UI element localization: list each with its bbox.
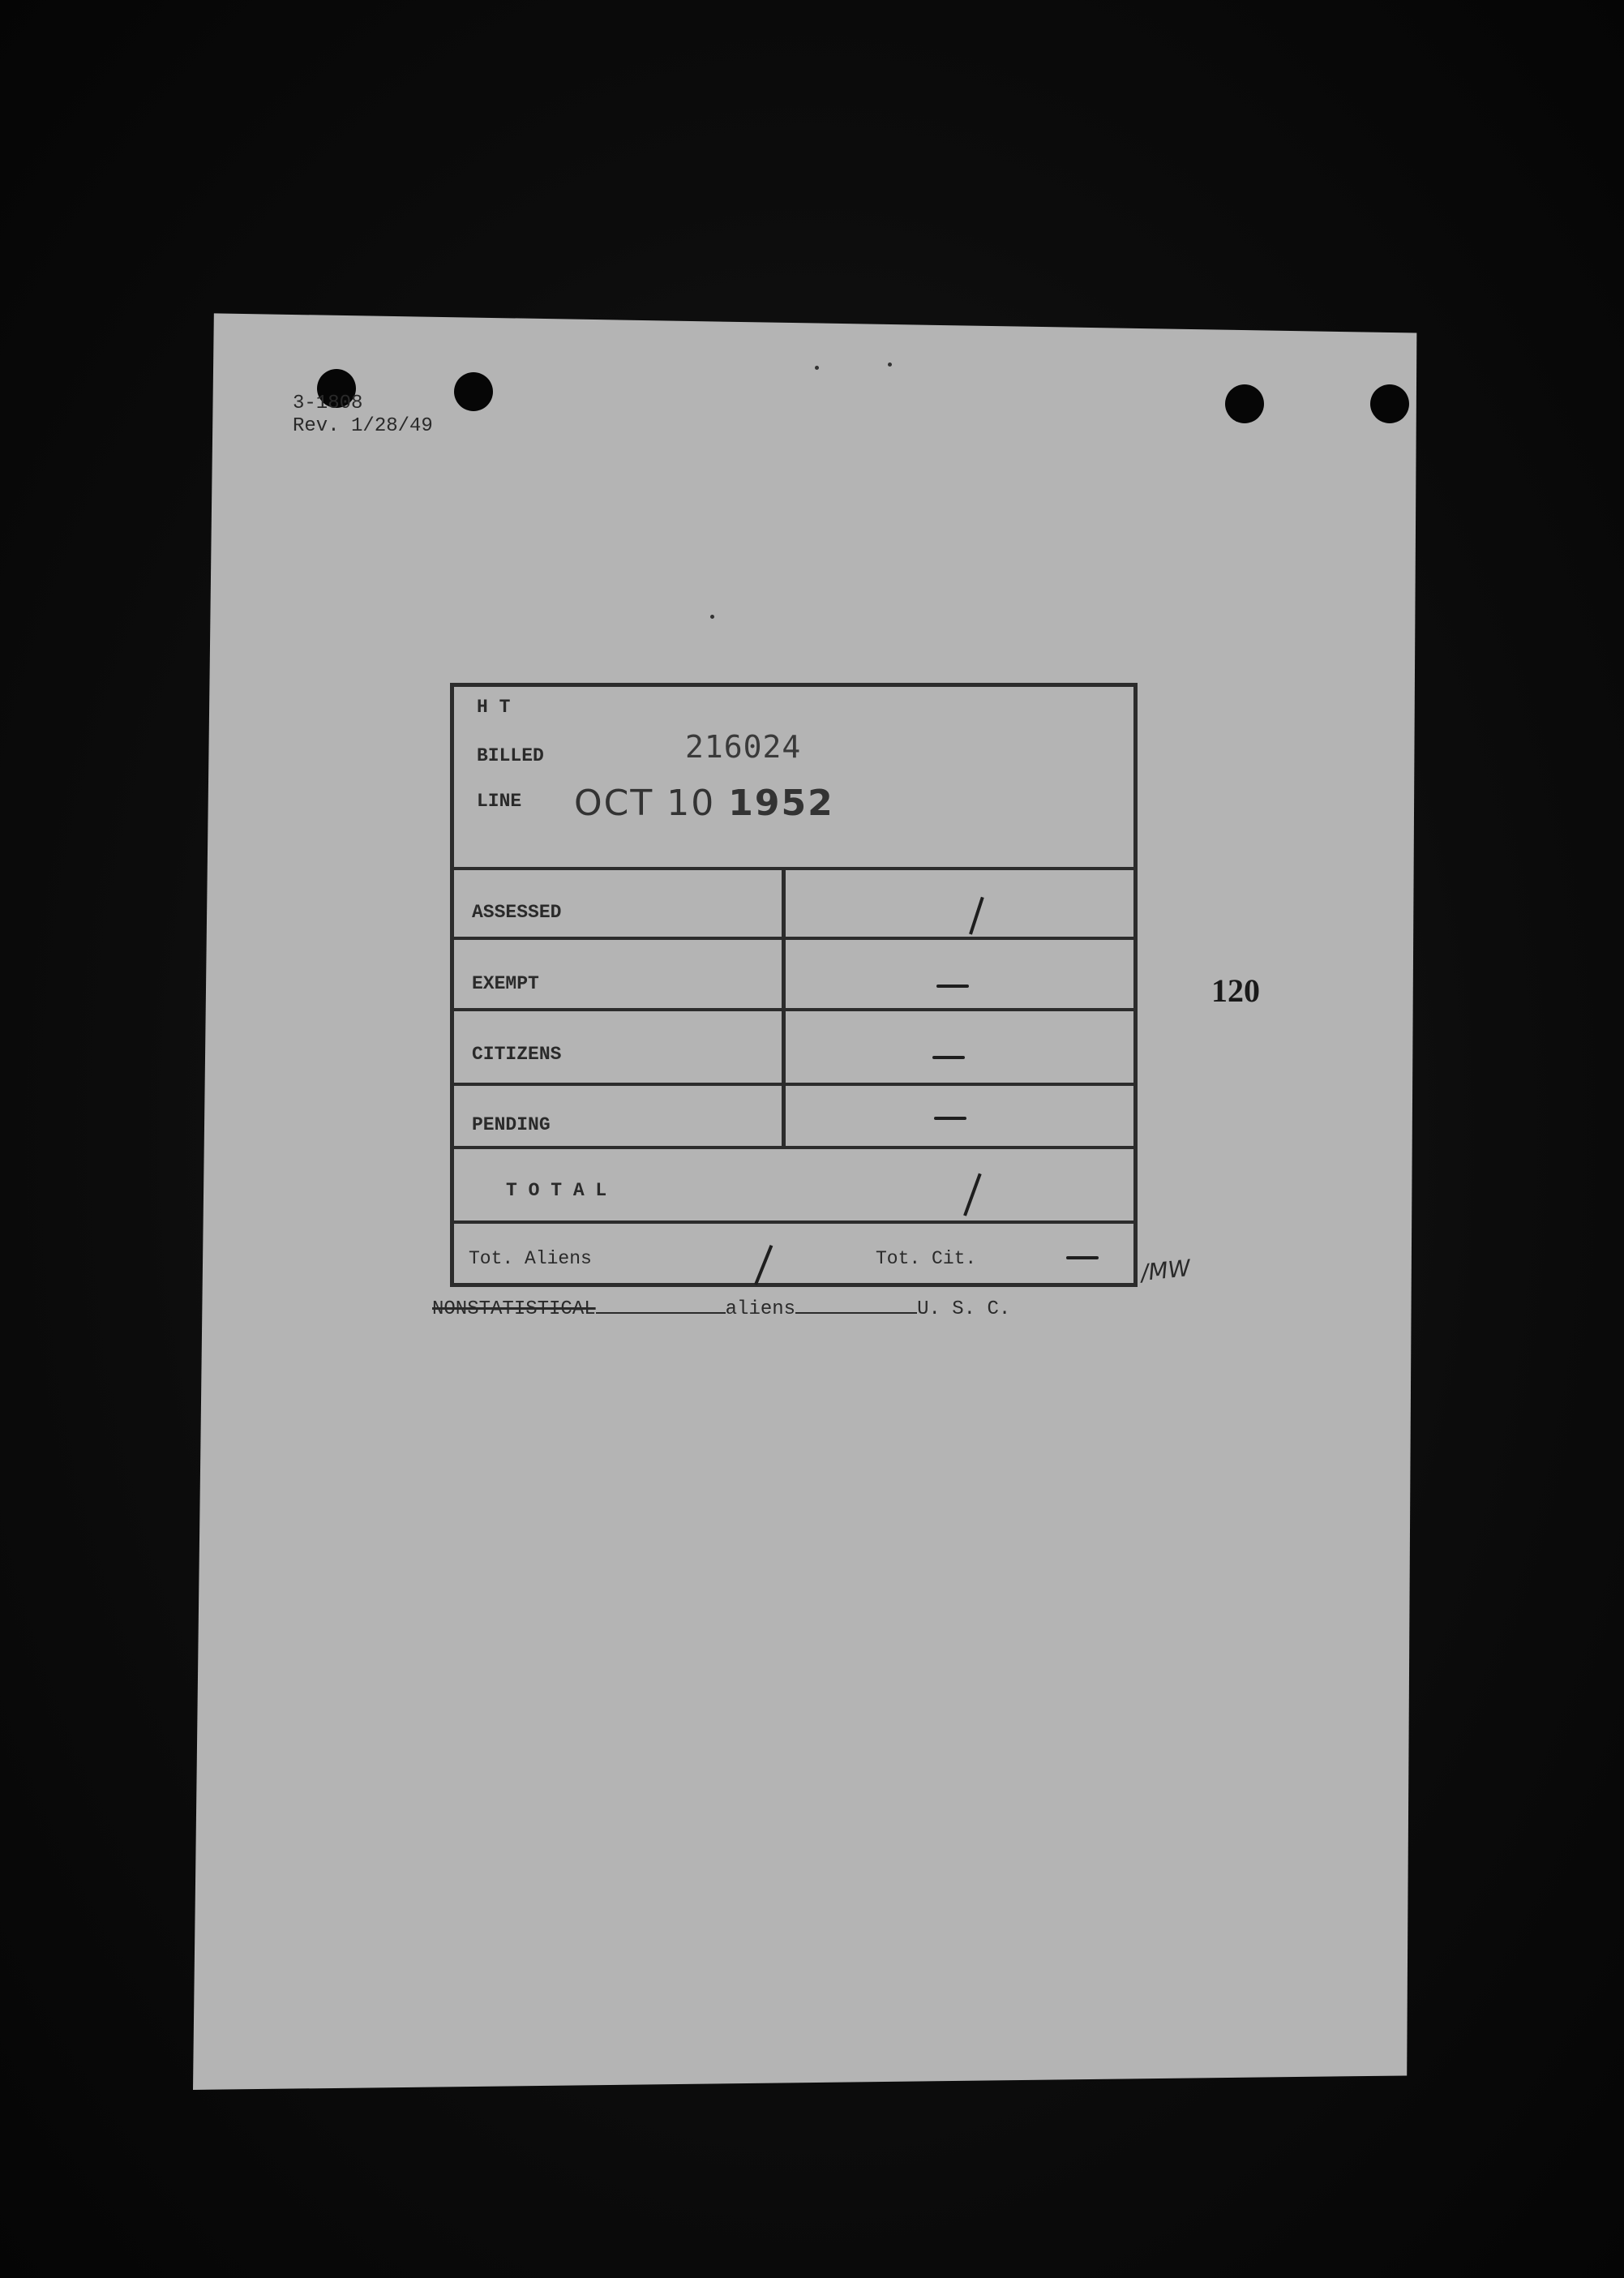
form-number-block	[293, 393, 433, 438]
divider	[454, 1146, 1133, 1149]
total-mark	[963, 1173, 982, 1216]
folio-number: 120	[1211, 972, 1260, 1009]
row-label-exempt: EXEMPT	[472, 973, 539, 994]
form-number: 3-1808	[293, 393, 363, 414]
nonstatistical-line	[432, 1296, 1010, 1320]
tot-aliens-mark	[754, 1245, 773, 1285]
citizens-mark	[932, 1056, 965, 1059]
usc-label: U. S. C.	[917, 1298, 1011, 1320]
billed-label: BILLED	[477, 745, 544, 766]
tot-cit-mark	[1066, 1256, 1099, 1259]
blank-line	[795, 1296, 917, 1314]
total-label: T O T A L	[506, 1180, 607, 1201]
row-label-pending: PENDING	[472, 1114, 551, 1135]
date-month-day: OCT 10	[574, 783, 716, 824]
divider	[454, 1008, 1133, 1011]
tot-aliens-label: Tot. Aliens	[469, 1248, 592, 1269]
handwritten-initials: /MW	[1139, 1254, 1192, 1287]
stray-mark	[710, 615, 714, 619]
punch-hole-right-1	[1225, 384, 1264, 423]
punch-hole-right-2	[1370, 384, 1409, 423]
date-stamp	[574, 783, 834, 824]
divider	[454, 867, 1133, 870]
assessed-mark	[969, 897, 984, 935]
exempt-mark	[936, 985, 969, 988]
divider	[454, 1083, 1133, 1086]
tot-cit-label: Tot. Cit.	[876, 1248, 977, 1269]
punch-hole-left-2	[454, 372, 493, 411]
stamp-header-label: H T	[477, 697, 511, 718]
nonstatistical-label: NONSTATISTICAL	[432, 1298, 596, 1320]
row-label-assessed: ASSESSED	[472, 902, 562, 923]
blank-line	[596, 1296, 726, 1314]
billed-number: 216024	[685, 729, 802, 765]
pending-mark	[934, 1117, 966, 1120]
divider	[454, 937, 1133, 940]
form-revision: Rev. 1/28/49	[293, 415, 433, 437]
line-label: LINE	[477, 791, 522, 812]
receipt-stamp	[450, 683, 1138, 1287]
divider	[454, 1221, 1133, 1224]
stray-mark	[888, 363, 892, 367]
row-label-citizens: CITIZENS	[472, 1044, 562, 1065]
aliens-label: aliens	[725, 1298, 796, 1320]
stray-mark	[815, 366, 819, 370]
date-year: 1952	[728, 783, 834, 824]
